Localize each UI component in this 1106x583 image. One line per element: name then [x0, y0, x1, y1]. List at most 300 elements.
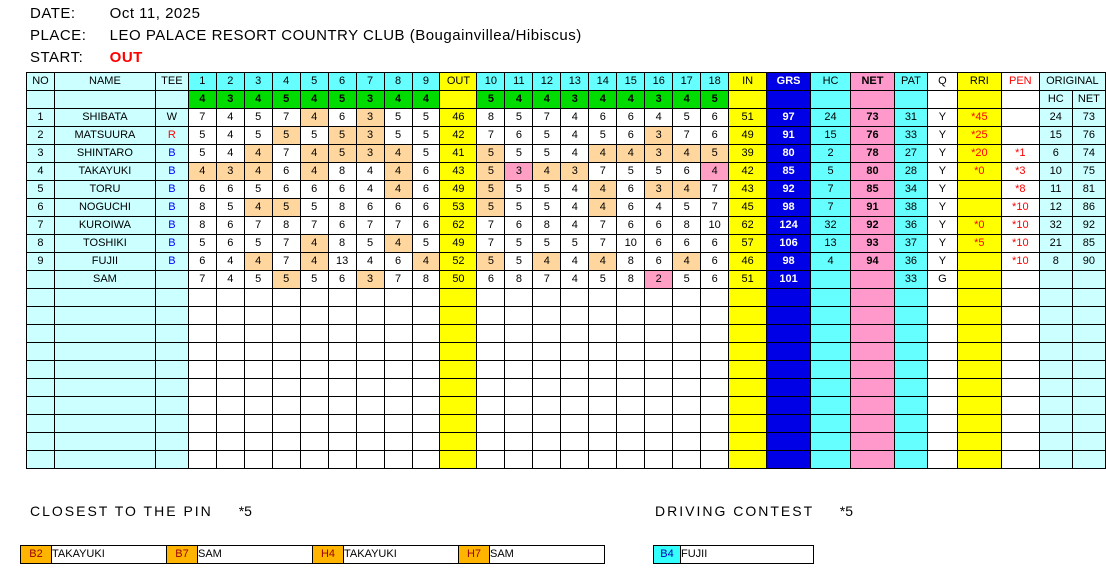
- score-cell-h5[interactable]: 4: [300, 253, 328, 271]
- out-total-cell[interactable]: [440, 451, 477, 469]
- score-cell-h11[interactable]: 5: [505, 199, 533, 217]
- score-cell-h16[interactable]: 6: [645, 217, 673, 235]
- pat-cell[interactable]: 37: [894, 235, 927, 253]
- pen-cell[interactable]: *1: [1001, 145, 1039, 163]
- q-cell[interactable]: Y: [927, 235, 957, 253]
- pen-cell[interactable]: [1001, 397, 1039, 415]
- score-cell-h4[interactable]: 5: [272, 271, 300, 289]
- score-cell-h1[interactable]: [188, 379, 216, 397]
- par-hole-14[interactable]: 4: [589, 91, 617, 109]
- score-cell-h6[interactable]: 5: [328, 145, 356, 163]
- q-cell[interactable]: [927, 379, 957, 397]
- score-cell-h7[interactable]: 3: [356, 109, 384, 127]
- score-cell-h11[interactable]: 5: [505, 145, 533, 163]
- score-cell-h12[interactable]: 5: [533, 181, 561, 199]
- score-cell-h13[interactable]: 3: [561, 163, 589, 181]
- pat-cell[interactable]: 34: [894, 181, 927, 199]
- score-cell-h5[interactable]: [300, 433, 328, 451]
- par-net-cell[interactable]: [851, 91, 895, 109]
- col-header-pat[interactable]: PAT: [894, 73, 927, 91]
- score-cell-h11[interactable]: 8: [505, 271, 533, 289]
- rri-cell[interactable]: [957, 199, 1001, 217]
- score-cell-h10[interactable]: [477, 343, 505, 361]
- in-total-cell[interactable]: [729, 379, 767, 397]
- score-cell-h17[interactable]: 6: [673, 235, 701, 253]
- score-cell-h4[interactable]: [272, 433, 300, 451]
- grs-cell[interactable]: 80: [767, 145, 811, 163]
- score-cell-h8[interactable]: [384, 379, 412, 397]
- score-cell-h8[interactable]: 4: [384, 235, 412, 253]
- score-cell-h18[interactable]: [701, 361, 729, 379]
- pen-cell[interactable]: [1001, 415, 1039, 433]
- no-cell[interactable]: 6: [27, 199, 55, 217]
- score-cell-h14[interactable]: [589, 451, 617, 469]
- orig-net-cell[interactable]: 90: [1072, 253, 1105, 271]
- col-header-hole-9[interactable]: 9: [412, 73, 440, 91]
- score-cell-h1[interactable]: [188, 361, 216, 379]
- par-hole-15[interactable]: 4: [617, 91, 645, 109]
- score-cell-h2[interactable]: [216, 343, 244, 361]
- orig-net-cell[interactable]: 75: [1072, 163, 1105, 181]
- score-cell-h1[interactable]: 5: [188, 235, 216, 253]
- score-cell-h17[interactable]: 5: [673, 109, 701, 127]
- score-cell-h5[interactable]: [300, 361, 328, 379]
- score-cell-h17[interactable]: [673, 307, 701, 325]
- q-cell[interactable]: [927, 415, 957, 433]
- name-cell[interactable]: SAM: [54, 271, 155, 289]
- score-cell-h17[interactable]: 5: [673, 271, 701, 289]
- name-cell[interactable]: [54, 325, 155, 343]
- hc-cell[interactable]: [811, 433, 851, 451]
- score-cell-h13[interactable]: [561, 433, 589, 451]
- score-cell-h14[interactable]: 4: [589, 145, 617, 163]
- score-cell-h9[interactable]: [412, 451, 440, 469]
- score-cell-h3[interactable]: 5: [244, 181, 272, 199]
- closest-to-pin-winner-cell[interactable]: SAM: [198, 546, 313, 564]
- pen-cell[interactable]: [1001, 289, 1039, 307]
- score-cell-h17[interactable]: 5: [673, 199, 701, 217]
- col-header-hole-1[interactable]: 1: [188, 73, 216, 91]
- score-cell-h10[interactable]: 5: [477, 163, 505, 181]
- score-cell-h18[interactable]: 10: [701, 217, 729, 235]
- in-total-cell[interactable]: 39: [729, 145, 767, 163]
- score-cell-h3[interactable]: [244, 343, 272, 361]
- score-cell-h18[interactable]: 4: [701, 163, 729, 181]
- score-cell-h4[interactable]: [272, 415, 300, 433]
- orig-net-cell[interactable]: [1072, 397, 1105, 415]
- pat-cell[interactable]: [894, 379, 927, 397]
- score-cell-h4[interactable]: [272, 307, 300, 325]
- score-cell-h5[interactable]: [300, 325, 328, 343]
- pat-cell[interactable]: [894, 451, 927, 469]
- score-cell-h13[interactable]: 5: [561, 235, 589, 253]
- name-cell[interactable]: [54, 415, 155, 433]
- tee-cell[interactable]: B: [155, 181, 188, 199]
- col-header-hole-12[interactable]: 12: [533, 73, 561, 91]
- in-total-cell[interactable]: [729, 289, 767, 307]
- score-cell-h18[interactable]: [701, 415, 729, 433]
- score-cell-h7[interactable]: 3: [356, 271, 384, 289]
- name-cell[interactable]: TOSHIKI: [54, 235, 155, 253]
- orig-net-cell[interactable]: [1072, 289, 1105, 307]
- tee-cell[interactable]: [155, 433, 188, 451]
- score-cell-h18[interactable]: [701, 343, 729, 361]
- closest-to-pin-hole-cell[interactable]: B7: [167, 546, 198, 564]
- no-cell[interactable]: 5: [27, 181, 55, 199]
- score-cell-h12[interactable]: [533, 289, 561, 307]
- net-cell[interactable]: 80: [851, 163, 895, 181]
- score-cell-h16[interactable]: 6: [645, 253, 673, 271]
- q-cell[interactable]: [927, 397, 957, 415]
- in-total-cell[interactable]: 46: [729, 253, 767, 271]
- score-cell-h18[interactable]: [701, 379, 729, 397]
- out-total-cell[interactable]: [440, 361, 477, 379]
- grs-cell[interactable]: 124: [767, 217, 811, 235]
- orig-hc-cell[interactable]: 10: [1039, 163, 1072, 181]
- orig-net-cell[interactable]: [1072, 271, 1105, 289]
- score-cell-h5[interactable]: 4: [300, 145, 328, 163]
- score-cell-h6[interactable]: 6: [328, 217, 356, 235]
- score-cell-h16[interactable]: [645, 379, 673, 397]
- score-cell-h5[interactable]: [300, 379, 328, 397]
- in-total-cell[interactable]: [729, 433, 767, 451]
- score-cell-h3[interactable]: 4: [244, 145, 272, 163]
- score-cell-h10[interactable]: [477, 307, 505, 325]
- pen-cell[interactable]: *10: [1001, 235, 1039, 253]
- score-cell-h17[interactable]: [673, 361, 701, 379]
- rri-cell[interactable]: [957, 325, 1001, 343]
- score-cell-h18[interactable]: 5: [701, 145, 729, 163]
- orig-hc-cell[interactable]: 12: [1039, 199, 1072, 217]
- score-cell-h13[interactable]: [561, 415, 589, 433]
- score-cell-h1[interactable]: [188, 451, 216, 469]
- rri-cell[interactable]: [957, 343, 1001, 361]
- score-cell-h1[interactable]: [188, 289, 216, 307]
- col-header-out[interactable]: OUT: [440, 73, 477, 91]
- score-cell-h16[interactable]: 5: [645, 163, 673, 181]
- score-cell-h9[interactable]: [412, 379, 440, 397]
- score-cell-h14[interactable]: 6: [589, 109, 617, 127]
- no-cell[interactable]: [27, 361, 55, 379]
- score-cell-h13[interactable]: [561, 379, 589, 397]
- score-cell-h6[interactable]: 8: [328, 163, 356, 181]
- no-cell[interactable]: [27, 433, 55, 451]
- score-cell-h17[interactable]: [673, 379, 701, 397]
- orig-hc-cell[interactable]: 6: [1039, 145, 1072, 163]
- score-cell-h3[interactable]: 5: [244, 127, 272, 145]
- orig-hc-cell[interactable]: 32: [1039, 217, 1072, 235]
- hc-cell[interactable]: [811, 343, 851, 361]
- score-cell-h1[interactable]: 6: [188, 253, 216, 271]
- orig-hc-cell[interactable]: 21: [1039, 235, 1072, 253]
- score-cell-h4[interactable]: [272, 451, 300, 469]
- pat-cell[interactable]: [894, 361, 927, 379]
- score-cell-h2[interactable]: 6: [216, 217, 244, 235]
- hc-cell[interactable]: [811, 379, 851, 397]
- score-cell-h15[interactable]: [617, 397, 645, 415]
- score-cell-h10[interactable]: [477, 361, 505, 379]
- score-cell-h15[interactable]: [617, 415, 645, 433]
- par-hole-17[interactable]: 4: [673, 91, 701, 109]
- par-hole-18[interactable]: 5: [701, 91, 729, 109]
- score-cell-h17[interactable]: [673, 451, 701, 469]
- no-cell[interactable]: [27, 415, 55, 433]
- col-header-rri[interactable]: RRI: [957, 73, 1001, 91]
- tee-cell[interactable]: [155, 415, 188, 433]
- score-cell-h16[interactable]: [645, 307, 673, 325]
- score-cell-h18[interactable]: [701, 289, 729, 307]
- rri-cell[interactable]: [957, 361, 1001, 379]
- hc-cell[interactable]: [811, 307, 851, 325]
- par-pen-cell[interactable]: [1001, 91, 1039, 109]
- col-header-hole-7[interactable]: 7: [356, 73, 384, 91]
- score-cell-h7[interactable]: [356, 361, 384, 379]
- no-cell[interactable]: [27, 307, 55, 325]
- grs-cell[interactable]: 106: [767, 235, 811, 253]
- pen-cell[interactable]: [1001, 325, 1039, 343]
- orig-hc-cell[interactable]: [1039, 361, 1072, 379]
- par-hole-1[interactable]: 4: [188, 91, 216, 109]
- q-cell[interactable]: Y: [927, 253, 957, 271]
- pen-cell[interactable]: *10: [1001, 253, 1039, 271]
- grs-cell[interactable]: [767, 289, 811, 307]
- orig-net-cell[interactable]: [1072, 415, 1105, 433]
- score-cell-h16[interactable]: [645, 415, 673, 433]
- score-cell-h9[interactable]: [412, 433, 440, 451]
- score-cell-h15[interactable]: 6: [617, 181, 645, 199]
- name-cell[interactable]: TORU: [54, 181, 155, 199]
- pen-cell[interactable]: [1001, 271, 1039, 289]
- grs-cell[interactable]: [767, 361, 811, 379]
- score-cell-h6[interactable]: [328, 307, 356, 325]
- score-cell-h10[interactable]: [477, 379, 505, 397]
- name-cell[interactable]: SHINTARO: [54, 145, 155, 163]
- score-cell-h9[interactable]: 6: [412, 199, 440, 217]
- in-total-cell[interactable]: 51: [729, 109, 767, 127]
- name-cell[interactable]: FUJII: [54, 253, 155, 271]
- score-cell-h5[interactable]: 5: [300, 271, 328, 289]
- score-cell-h5[interactable]: 4: [300, 235, 328, 253]
- score-cell-h11[interactable]: 5: [505, 181, 533, 199]
- score-cell-h10[interactable]: 5: [477, 199, 505, 217]
- score-cell-h2[interactable]: 5: [216, 199, 244, 217]
- col-header-tee[interactable]: TEE: [155, 73, 188, 91]
- col-header-hole-10[interactable]: 10: [477, 73, 505, 91]
- tee-cell[interactable]: W: [155, 109, 188, 127]
- score-cell-h4[interactable]: 6: [272, 163, 300, 181]
- score-cell-h16[interactable]: [645, 397, 673, 415]
- score-cell-h9[interactable]: 6: [412, 163, 440, 181]
- score-cell-h3[interactable]: [244, 433, 272, 451]
- col-header-in[interactable]: IN: [729, 73, 767, 91]
- net-cell[interactable]: [851, 343, 895, 361]
- par-grs-cell[interactable]: [767, 91, 811, 109]
- score-cell-h1[interactable]: [188, 343, 216, 361]
- score-cell-h16[interactable]: [645, 433, 673, 451]
- score-cell-h1[interactable]: [188, 433, 216, 451]
- score-cell-h5[interactable]: [300, 451, 328, 469]
- score-cell-h15[interactable]: 5: [617, 163, 645, 181]
- score-cell-h1[interactable]: [188, 415, 216, 433]
- score-cell-h4[interactable]: 7: [272, 235, 300, 253]
- score-cell-h12[interactable]: [533, 433, 561, 451]
- score-cell-h12[interactable]: 7: [533, 271, 561, 289]
- score-cell-h6[interactable]: [328, 325, 356, 343]
- score-cell-h11[interactable]: [505, 325, 533, 343]
- q-cell[interactable]: [927, 433, 957, 451]
- score-cell-h12[interactable]: [533, 361, 561, 379]
- net-cell[interactable]: [851, 451, 895, 469]
- tee-cell[interactable]: B: [155, 217, 188, 235]
- score-cell-h11[interactable]: 5: [505, 253, 533, 271]
- score-cell-h11[interactable]: 5: [505, 235, 533, 253]
- rri-cell[interactable]: *5: [957, 235, 1001, 253]
- score-cell-h17[interactable]: 8: [673, 217, 701, 235]
- col-header-no[interactable]: NO: [27, 73, 55, 91]
- pen-cell[interactable]: [1001, 451, 1039, 469]
- pen-cell[interactable]: *10: [1001, 217, 1039, 235]
- no-cell[interactable]: [27, 451, 55, 469]
- grs-cell[interactable]: [767, 397, 811, 415]
- score-cell-h10[interactable]: [477, 451, 505, 469]
- score-cell-h8[interactable]: 5: [384, 127, 412, 145]
- col-subheader-orig-hc[interactable]: HC: [1039, 91, 1072, 109]
- score-cell-h1[interactable]: [188, 307, 216, 325]
- score-cell-h13[interactable]: [561, 451, 589, 469]
- par-hc-cell[interactable]: [811, 91, 851, 109]
- par-hole-10[interactable]: 5: [477, 91, 505, 109]
- orig-hc-cell[interactable]: [1039, 271, 1072, 289]
- score-cell-h12[interactable]: [533, 379, 561, 397]
- col-header-pen[interactable]: PEN: [1001, 73, 1039, 91]
- net-cell[interactable]: [851, 289, 895, 307]
- col-header-hole-3[interactable]: 3: [244, 73, 272, 91]
- pat-cell[interactable]: 31: [894, 109, 927, 127]
- score-cell-h6[interactable]: [328, 451, 356, 469]
- net-cell[interactable]: 78: [851, 145, 895, 163]
- score-cell-h17[interactable]: [673, 325, 701, 343]
- par-hole-16[interactable]: 3: [645, 91, 673, 109]
- score-cell-h13[interactable]: 4: [561, 181, 589, 199]
- orig-hc-cell[interactable]: [1039, 451, 1072, 469]
- q-cell[interactable]: [927, 343, 957, 361]
- score-cell-h11[interactable]: 5: [505, 109, 533, 127]
- pat-cell[interactable]: [894, 397, 927, 415]
- score-cell-h11[interactable]: [505, 307, 533, 325]
- score-cell-h14[interactable]: [589, 433, 617, 451]
- rri-cell[interactable]: [957, 271, 1001, 289]
- name-cell[interactable]: KUROIWA: [54, 217, 155, 235]
- score-cell-h3[interactable]: [244, 397, 272, 415]
- score-cell-h5[interactable]: 5: [300, 127, 328, 145]
- score-cell-h4[interactable]: 7: [272, 253, 300, 271]
- tee-cell[interactable]: B: [155, 163, 188, 181]
- grs-cell[interactable]: 85: [767, 163, 811, 181]
- score-cell-h17[interactable]: [673, 343, 701, 361]
- score-cell-h17[interactable]: 4: [673, 181, 701, 199]
- grs-cell[interactable]: [767, 433, 811, 451]
- hc-cell[interactable]: [811, 289, 851, 307]
- score-cell-h11[interactable]: [505, 397, 533, 415]
- score-cell-h9[interactable]: [412, 325, 440, 343]
- score-cell-h10[interactable]: 7: [477, 127, 505, 145]
- grs-cell[interactable]: [767, 415, 811, 433]
- score-cell-h5[interactable]: 5: [300, 199, 328, 217]
- pat-cell[interactable]: 36: [894, 217, 927, 235]
- score-cell-h9[interactable]: [412, 307, 440, 325]
- par-out-cell[interactable]: [440, 91, 477, 109]
- out-total-cell[interactable]: [440, 325, 477, 343]
- score-cell-h10[interactable]: [477, 325, 505, 343]
- par-hole-8[interactable]: 4: [384, 91, 412, 109]
- q-cell[interactable]: [927, 307, 957, 325]
- score-cell-h8[interactable]: 4: [384, 163, 412, 181]
- score-cell-h8[interactable]: 6: [384, 253, 412, 271]
- col-header-hole-14[interactable]: 14: [589, 73, 617, 91]
- score-cell-h6[interactable]: 13: [328, 253, 356, 271]
- score-cell-h7[interactable]: 3: [356, 145, 384, 163]
- score-cell-h10[interactable]: [477, 397, 505, 415]
- hc-cell[interactable]: 7: [811, 199, 851, 217]
- score-cell-h2[interactable]: 6: [216, 181, 244, 199]
- score-cell-h7[interactable]: 4: [356, 163, 384, 181]
- score-cell-h14[interactable]: [589, 361, 617, 379]
- q-cell[interactable]: Y: [927, 217, 957, 235]
- no-cell[interactable]: 8: [27, 235, 55, 253]
- score-cell-h3[interactable]: 4: [244, 163, 272, 181]
- score-cell-h14[interactable]: [589, 325, 617, 343]
- pat-cell[interactable]: 38: [894, 199, 927, 217]
- net-cell[interactable]: [851, 415, 895, 433]
- score-cell-h18[interactable]: 6: [701, 235, 729, 253]
- score-cell-h5[interactable]: [300, 307, 328, 325]
- col-header-name[interactable]: NAME: [54, 73, 155, 91]
- orig-net-cell[interactable]: 86: [1072, 199, 1105, 217]
- col-header-q[interactable]: Q: [927, 73, 957, 91]
- hc-cell[interactable]: 24: [811, 109, 851, 127]
- par-name-cell[interactable]: [54, 91, 155, 109]
- score-cell-h12[interactable]: 7: [533, 109, 561, 127]
- score-cell-h16[interactable]: [645, 325, 673, 343]
- score-cell-h17[interactable]: 6: [673, 163, 701, 181]
- orig-net-cell[interactable]: 92: [1072, 217, 1105, 235]
- score-cell-h8[interactable]: [384, 415, 412, 433]
- net-cell[interactable]: [851, 307, 895, 325]
- score-cell-h9[interactable]: [412, 361, 440, 379]
- score-cell-h10[interactable]: [477, 415, 505, 433]
- par-hole-5[interactable]: 4: [300, 91, 328, 109]
- pen-cell[interactable]: [1001, 343, 1039, 361]
- score-cell-h9[interactable]: 4: [412, 253, 440, 271]
- orig-net-cell[interactable]: [1072, 451, 1105, 469]
- score-cell-h1[interactable]: [188, 325, 216, 343]
- score-cell-h6[interactable]: [328, 361, 356, 379]
- q-cell[interactable]: [927, 451, 957, 469]
- score-cell-h18[interactable]: [701, 307, 729, 325]
- score-cell-h13[interactable]: 4: [561, 199, 589, 217]
- out-total-cell[interactable]: [440, 343, 477, 361]
- name-cell[interactable]: [54, 307, 155, 325]
- col-header-hole-5[interactable]: 5: [300, 73, 328, 91]
- no-cell[interactable]: [27, 289, 55, 307]
- score-cell-h2[interactable]: 3: [216, 163, 244, 181]
- q-cell[interactable]: Y: [927, 181, 957, 199]
- tee-cell[interactable]: [155, 307, 188, 325]
- score-cell-h5[interactable]: [300, 343, 328, 361]
- score-cell-h16[interactable]: [645, 289, 673, 307]
- par-hole-7[interactable]: 3: [356, 91, 384, 109]
- score-cell-h7[interactable]: 3: [356, 127, 384, 145]
